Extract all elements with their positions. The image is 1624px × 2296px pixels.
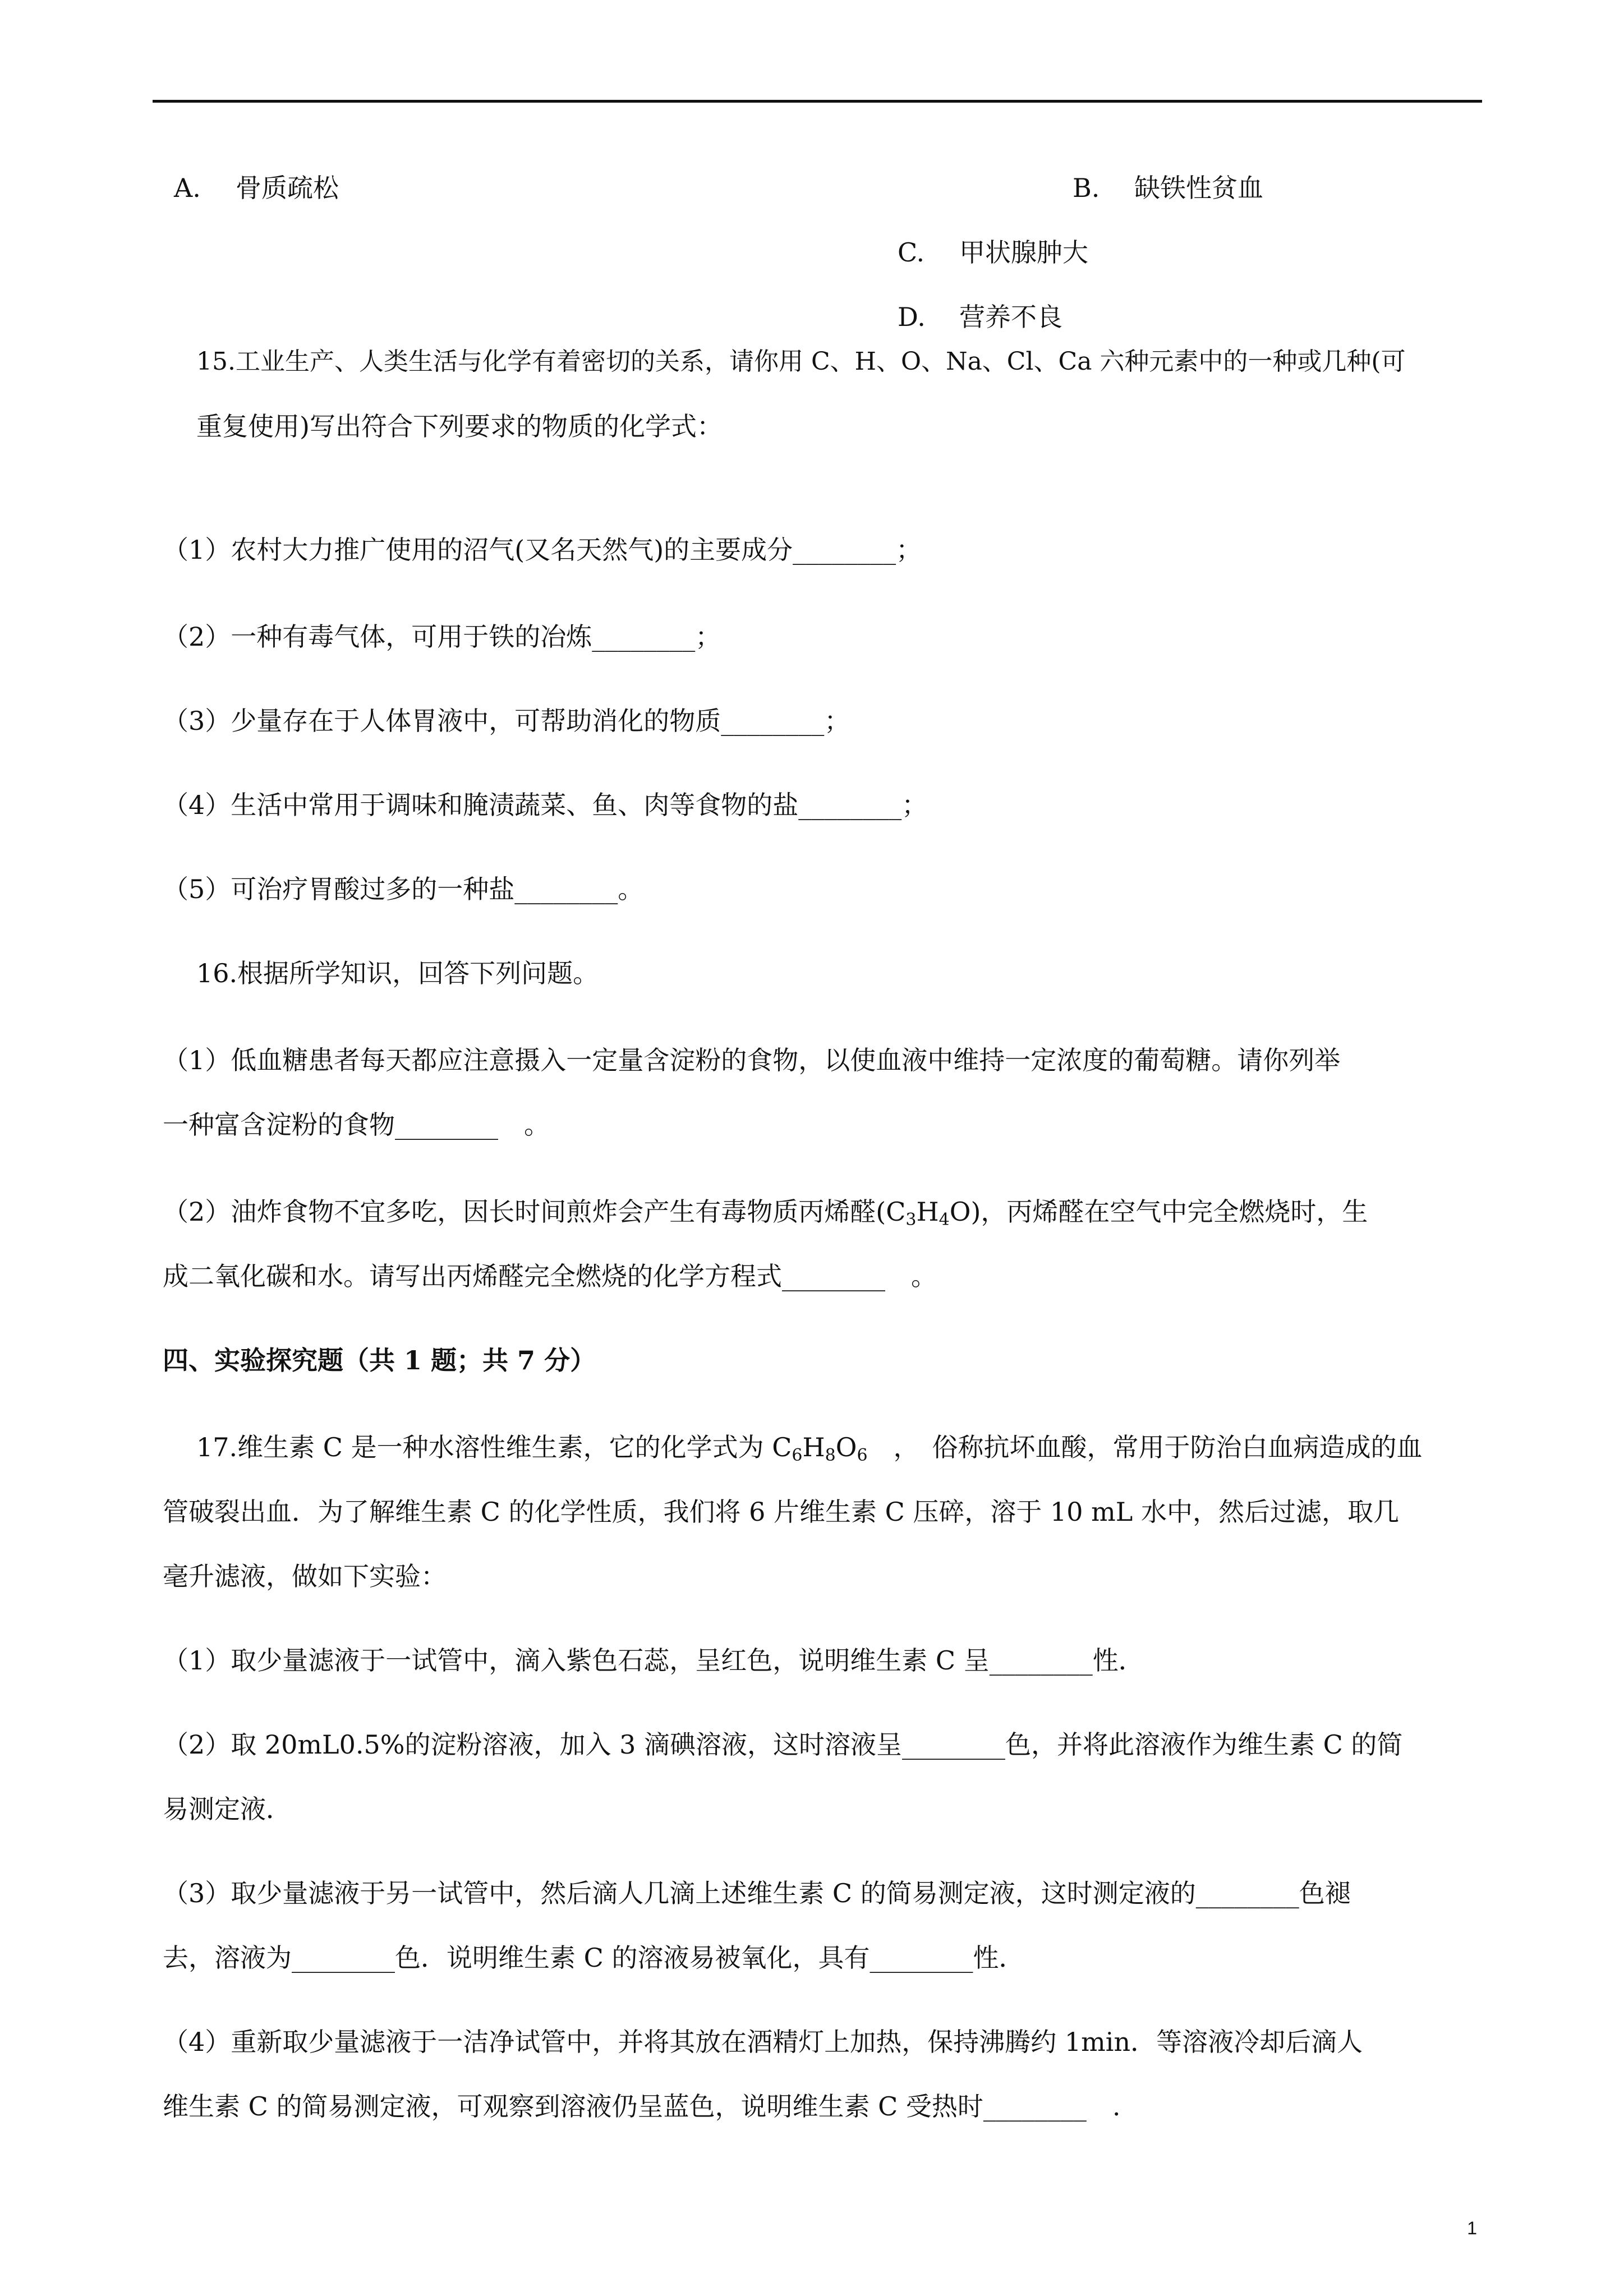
q16-stem: 16.根据所学知识，回答下列问题。 xyxy=(196,958,599,988)
q15-item-4: （4）生活中常用于调味和腌渍蔬菜、鱼、肉等食物的盐________； xyxy=(163,790,928,820)
option-a-text: 骨质疏松 xyxy=(236,173,339,203)
q17-item3-line2: 去，溶液为________色．说明维生素 C 的溶液易被氧化，具有________性． xyxy=(163,1943,1025,1973)
option-d-text: 营养不良 xyxy=(959,302,1062,332)
option-b xyxy=(1073,171,1263,205)
q17-stem-line2: 管破裂出血．为了解维生素 C 的化学性质，我们将 6 片维生素 C 压碎，溶于 10 mL 水中，然后过滤，取几 xyxy=(163,1497,1399,1527)
q17-item3-line1: （3）取少量滤液于另一试管中，然后滴人几滴上述维生素 C 的简易测定液，这时测定液的________色褪 xyxy=(163,1878,1351,1908)
q15-stem-line2: 重复使用)写出符合下列要求的物质的化学式： xyxy=(196,411,723,441)
q17-stem-line3: 毫升滤液，做如下实验： xyxy=(163,1561,447,1591)
q16-item2-line1: （2）油炸食物不宜多吃，因长时间煎炸会产生有毒物质丙烯醛$(C_3H_4O)$，丙烯醛在空气中完全燃烧时，生 xyxy=(163,1197,1368,1230)
q16-item1-line2: 一种富含淀粉的食物________ 。 xyxy=(163,1110,550,1140)
option-c xyxy=(898,236,1088,269)
option-d xyxy=(898,300,1062,334)
option-d-letter: D. xyxy=(898,302,926,332)
option-b-letter: B. xyxy=(1073,173,1100,203)
option-c-letter: C. xyxy=(898,237,925,268)
section-heading: 四、实验探究题（共 1 题；共 7 分） xyxy=(163,1345,596,1375)
q17-item4-line1: （4）重新取少量滤液于一洁净试管中，并将其放在酒精灯上加热，保持沸腾约 1min．等溶液冷却后滴人 xyxy=(163,2027,1363,2057)
q15-item-5: （5）可治疗胃酸过多的一种盐________。 xyxy=(163,874,644,904)
page-number: 1 xyxy=(1467,2218,1477,2238)
q15-item-3: （3）少量存在于人体胃液中，可帮助消化的物质________； xyxy=(163,706,850,736)
option-c-text: 甲状腺肿大 xyxy=(959,237,1088,268)
q15-stem-line1: 15.工业生产、人类生活与化学有着密切的关系，请你用 C、H、O、Na、Cl、Ca 六种元素中的一种或几种(可 xyxy=(196,347,1406,376)
q17-item2-line1: （2）取 20mL0.5%的淀粉溶液，加入 3 滴碘溶液，这时溶液呈________色，并将此溶液作为维生素 C 的简 xyxy=(163,1729,1403,1760)
q15-item-1: （1）农村大力推广使用的沼气(又名天然气)的主要成分________； xyxy=(163,535,922,565)
q17-item-1: （1）取少量滤液于一试管中，滴入紫色石蕊，呈红色，说明维生素 C 呈________性． xyxy=(163,1645,1144,1676)
option-a-letter: A. xyxy=(174,173,201,203)
q17-stem-line1: 17.维生素 C 是一种水溶性维生素，它的化学式为 $C_6H_8O_6$ ， 俗称抗坏血酸，常用于防治白血病造成的血 xyxy=(196,1432,1423,1465)
q16-item1-line1: （1）低血糖患者每天都应注意摄入一定量含淀粉的食物，以使血液中维持一定浓度的葡萄糖。请你列举 xyxy=(163,1045,1341,1075)
option-a xyxy=(174,171,339,205)
q17-item4-line2: 维生素 C 的简易测定液，可观察到溶液仍呈蓝色，说明维生素 C 受热时________ . xyxy=(163,2091,1121,2122)
q16-item2-line2: 成二氧化碳和水。请写出丙烯醛完全燃烧的化学方程式________ 。 xyxy=(163,1261,937,1291)
option-b-text: 缺铁性贫血 xyxy=(1134,173,1263,203)
q17-item2-line2: 易测定液． xyxy=(163,1794,292,1824)
header-rule xyxy=(153,100,1482,103)
q15-item-2: （2）一种有毒气体，可用于铁的冶炼________； xyxy=(163,622,721,652)
